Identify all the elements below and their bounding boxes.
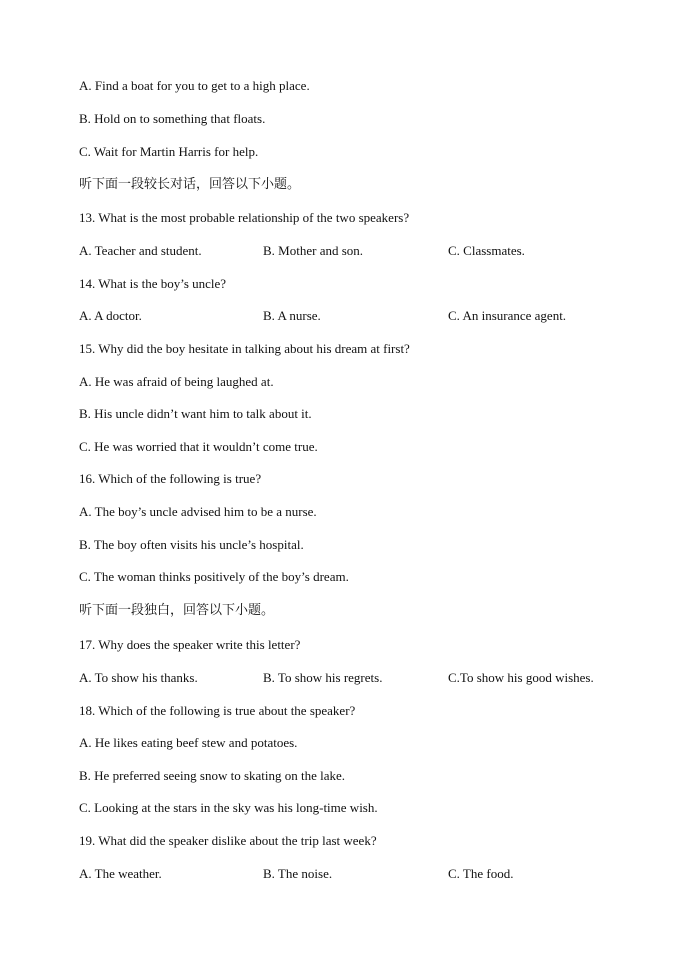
option-19b: B. The noise. [263,866,333,881]
option-17b: B. To show his regrets. [263,670,383,685]
option-13b: B. Mother and son. [263,243,364,258]
option-14a: A. A doctor. [79,308,142,323]
option-12c: C. Wait for Martin Harris for help. [79,144,259,159]
option-16b: B. The boy often visits his uncle’s hospital. [79,537,304,552]
option-13a: A. Teacher and student. [79,243,202,258]
option-15c: C. He was worried that it wouldn’t come true. [79,439,318,454]
option-18a: A. He likes eating beef stew and potatoes. [79,735,298,750]
option-14c: C. An insurance agent. [448,308,567,323]
question-19: 19. What did the speaker dislike about the trip last week? [79,833,377,848]
option-12a: A. Find a boat for you to get to a high place. [79,78,310,93]
question-18: 18. Which of the following is true about the speaker? [79,703,356,718]
option-19c: C. The food. [448,866,514,881]
question-14: 14. What is the boy’s uncle? [79,276,227,291]
question-15: 15. Why did the boy hesitate in talking about his dream at first? [79,341,410,356]
question-17: 17. Why does the speaker write this letter? [79,637,301,652]
option-18b: B. He preferred seeing snow to skating on the lake. [79,768,346,783]
option-17a: A. To show his thanks. [79,670,198,685]
question-13: 13. What is the most probable relationship of the two speakers? [79,210,410,225]
option-13c: C. Classmates. [448,243,525,258]
option-16a: A. The boy’s uncle advised him to be a nurse. [79,504,317,519]
option-17c: C.To show his good wishes. [448,670,594,685]
option-15b: B. His uncle didn’t want him to talk about it. [79,406,312,421]
option-14b: B. A nurse. [263,308,321,323]
option-19a: A. The weather. [79,866,162,881]
option-16c: C. The woman thinks positively of the boy’s dream. [79,569,349,584]
option-18c: C. Looking at the stars in the sky was his long-time wish. [79,800,378,815]
option-15a: A. He was afraid of being laughed at. [79,374,274,389]
question-16: 16. Which of the following is true? [79,471,262,486]
section-instruction-monologue: 听下面一段独白，回答以下小题。 [79,603,275,618]
section-instruction-dialogue: 听下面一段较长对话，回答以下小题。 [79,177,301,192]
option-12b: B. Hold on to something that floats. [79,111,266,126]
